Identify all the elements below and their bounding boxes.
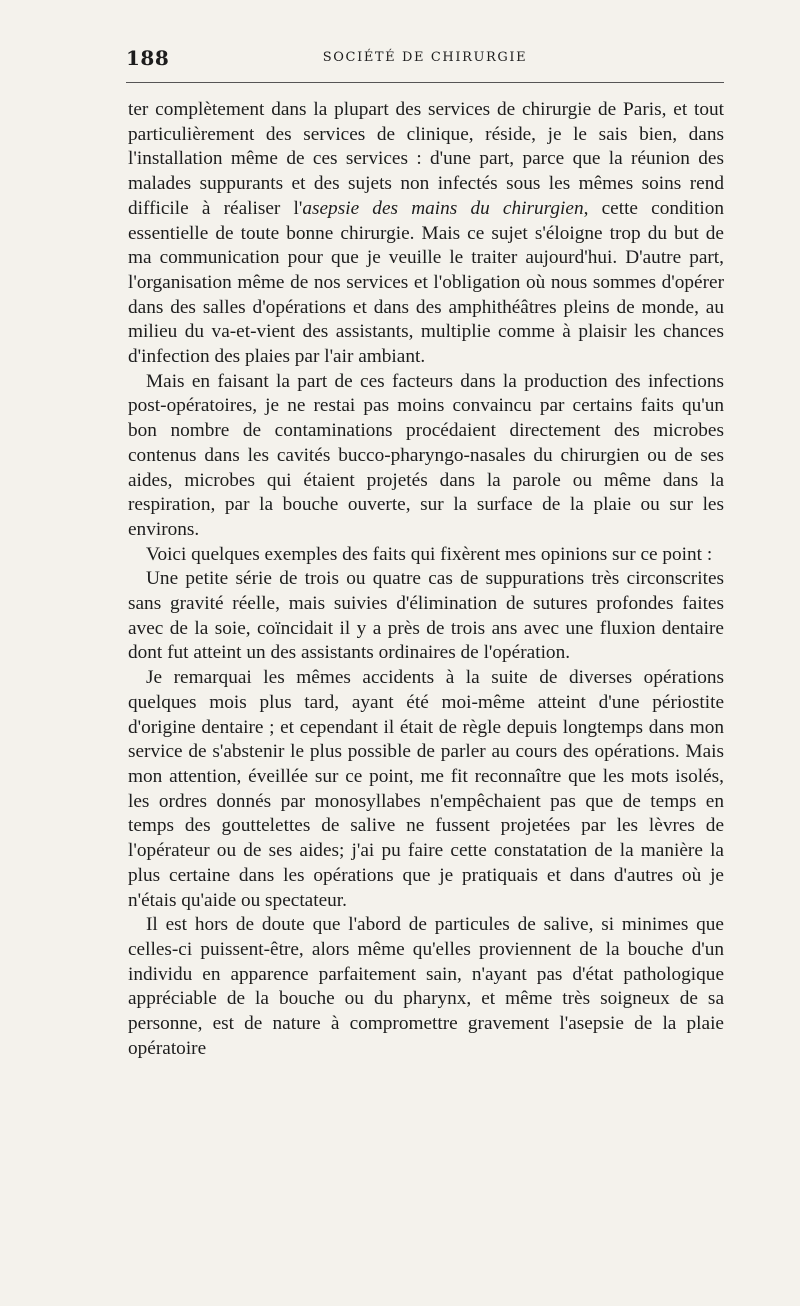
page-number: 188 [126, 46, 170, 70]
paragraph-1 [128, 98, 724, 370]
paragraph-4: Une petite série de trois ou quatre cas de suppurations très circonscrites sans gravité réelle, mais suivies d'élimination de sutures profondes faites avec de la soie, coïncidait il y a près de trois ans avec une fluxion dentaire dont fut atteint un des assistants ordinaires de l'opération. [128, 568, 724, 664]
body-text [128, 98, 724, 1061]
paragraph-1-text-a: ter complètement dans la plupart des services de chirurgie de Paris, et tout particulièrement des services de clinique, réside, je le sais bien, dans l'installation même de ces services : d'une part, parce que la réunion des malades suppurants et des sujets non infectés sous les mêmes soins rend difficile à réaliser l' [128, 99, 724, 219]
header-rule [126, 82, 724, 83]
paragraph-1-italic: asepsie des mains du chirurgien [302, 197, 584, 219]
paragraph-6: Il est hors de doute que l'abord de particules de salive, si minimes que celles-ci puissent-être, alors même qu'elles proviennent de la bouche d'un individu en apparence parfaitement sain, n'ayant pas d'état pathologique appréciable de la bouche ou du pharynx, et même très soigneux de sa personne, est de nature à compromettre gravement l'asepsie de la plaie opératoire [128, 914, 724, 1059]
paragraph-1-text-b: , cette condition essentielle de toute bonne chirurgie. Mais ce sujet s'éloigne trop du but de ma communication pour que je veuille le traiter aujourd'hui. D'autre part, l'organisation même de nos services et l'obligation où nous sommes d'opérer dans des salles d'opérations et dans des amphithéâtres pleins de monde, au milieu du va-et-vient des assistants, multiplie comme à plaisir les chances d'infection des plaies par l'air ambiant. [128, 197, 725, 368]
running-title: SOCIÉTÉ DE CHIRURGIE [322, 50, 528, 65]
paragraph-2: Mais en faisant la part de ces facteurs dans la production des infections post-opératoires, je ne restai pas moins convaincu par certains faits qu'un bon nombre de contaminations procédaient directement des microbes contenus dans les cavités bucco-pharyngo-nasales du chirurgien ou de ses aides, microbes qui étaient projetés dans la parole ou même dans la respiration, par la bouche ouverte, sur la surface de la plaie ou sur les environs. [128, 370, 724, 540]
page-header [126, 46, 724, 76]
paragraph-3: Voici quelques exemples des faits qui fixèrent mes opinions sur ce point : [146, 543, 713, 565]
paragraph-5: Je remarquai les mêmes accidents à la suite de diverses opérations quelques mois plus tard, ayant été moi-même atteint d'une périostite d'origine dentaire ; et cependant il était de règle depuis longtemps dans mon service de s'abstenir le plus possible de parler au cours des opérations. Mais mon attention, éveillée sur ce point, me fit reconnaître que les mots isolés, les ordres donnés par monosyllabes n'empêchaient pas que de temps en temps des gouttelettes de salive ne fussent projetées par les lèvres de l'opérateur ou de ses aides; j'ai pu faire cette constatation de la manière la plus certaine dans les opérations que je pratiquais et dans d'autres où je n'étais qu'aide ou spectateur. [128, 667, 724, 911]
